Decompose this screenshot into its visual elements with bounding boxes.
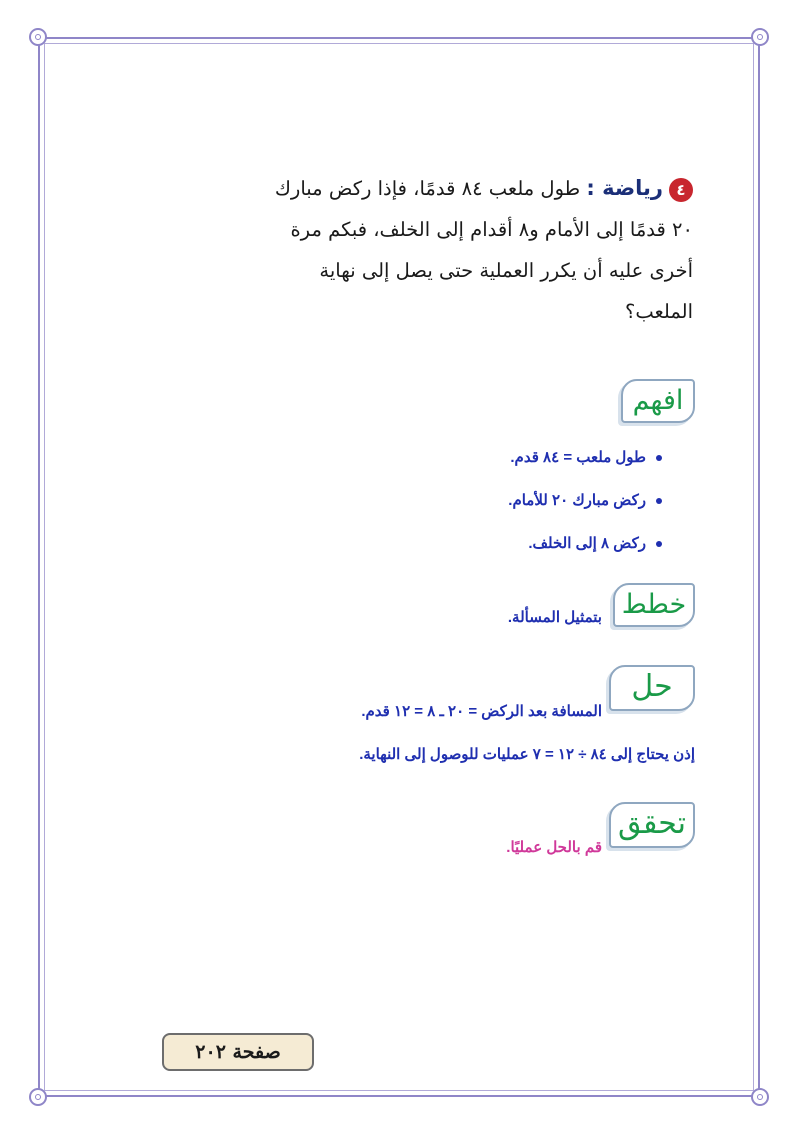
problem-number-badge: ٤: [669, 178, 693, 202]
plan-label-box: [613, 583, 695, 627]
solve-label: حل: [631, 669, 673, 704]
solve-label-box: [609, 665, 695, 711]
plan-text: بتمثيل المسألة.: [507, 609, 602, 626]
check-label: تحقق: [618, 806, 686, 841]
solve-conclusion: إذن يحتاج إلى ٨٤ ÷ ١٢ = ٧ عمليات للوصول إلى النهاية.: [359, 746, 695, 763]
corner-ornament-icon: [751, 1088, 769, 1106]
corner-ornament-icon: [751, 28, 769, 46]
problem-topic: رياضة :: [586, 176, 663, 200]
corner-ornament-icon: [29, 1088, 47, 1106]
problem-statement: [253, 168, 693, 332]
corner-ornament-icon: [29, 28, 47, 46]
understand-label-box: [621, 379, 695, 423]
problem-text: طول ملعب ٨٤ قدمًا، فإذا ركض مبارك ٢٠ قدمًا إلى الأمام و٨ أقدام إلى الخلف، فبكم مرة أخرى عليه أن يكرر العملية حتى يصل إلى نهاية الملعب؟: [274, 177, 693, 323]
list-item: طول ملعب = ٨٤ قدم.: [242, 440, 662, 483]
understand-label: افهم: [632, 385, 684, 416]
list-item: ركض مبارك ٢٠ للأمام.: [242, 483, 662, 526]
plan-label: خطط: [621, 589, 687, 620]
page-number-badge: صفحة ٢٠٢: [162, 1033, 314, 1071]
list-item: ركض ٨ إلى الخلف.: [242, 526, 662, 569]
solve-text: المسافة بعد الركض = ٢٠ ـ ٨ = ١٢ قدم.: [361, 703, 602, 720]
check-label-box: [609, 802, 695, 848]
understand-list: [242, 440, 662, 569]
check-text: قم بالحل عمليًا.: [506, 839, 602, 856]
